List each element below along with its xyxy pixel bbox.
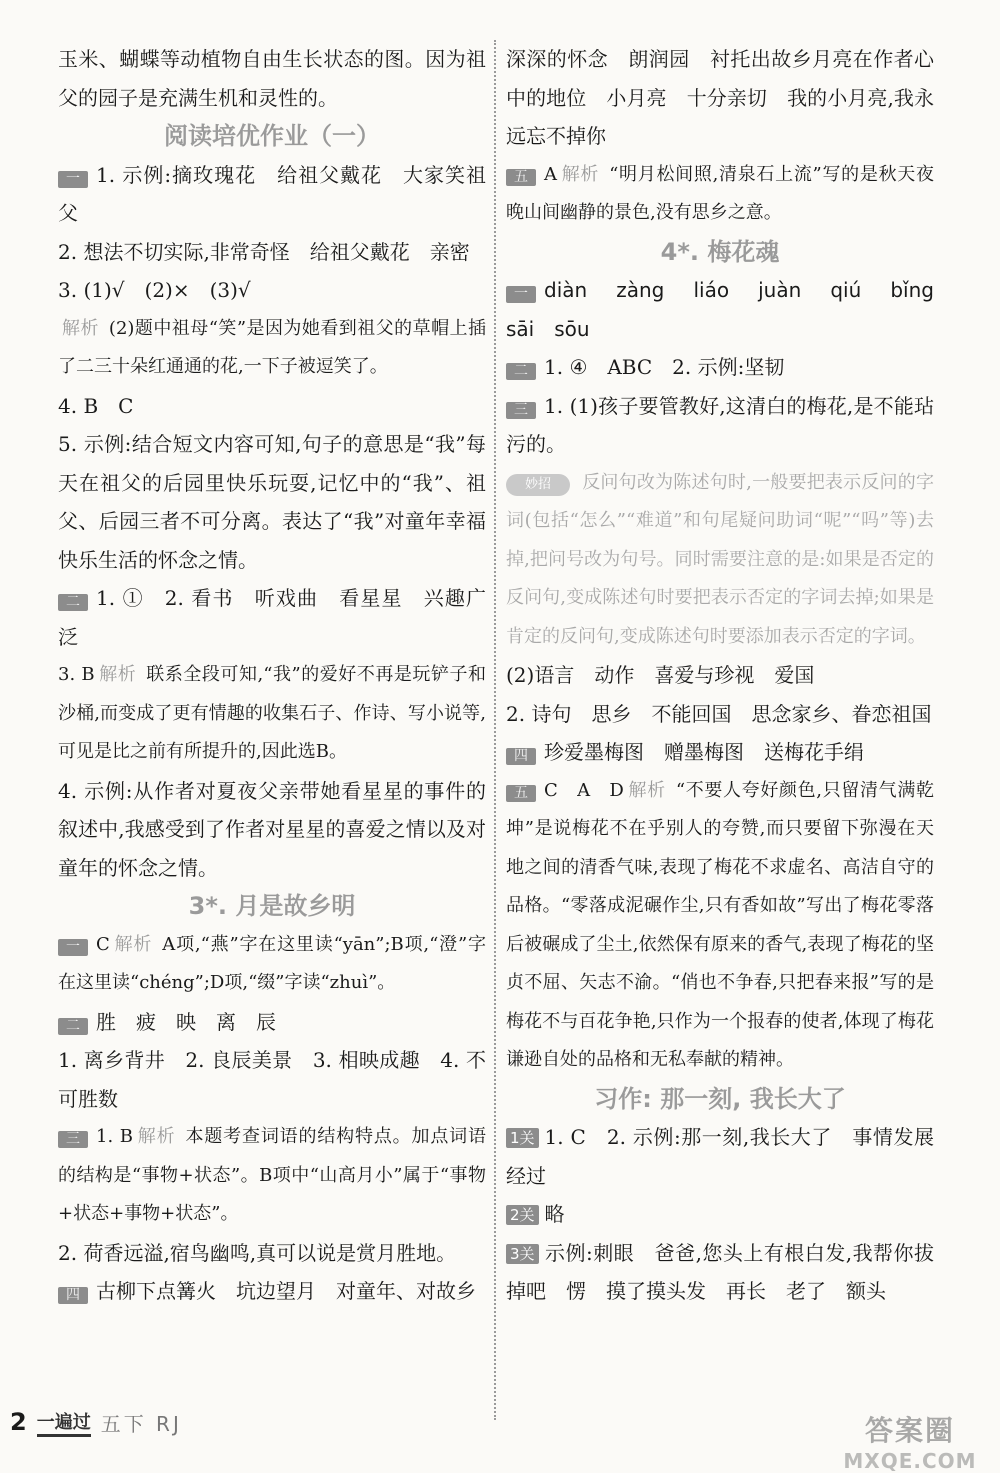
- answer-item: 1关 1. C 2. 示例:那一刻,我长大了 事情发展经过: [506, 1125, 934, 1188]
- answer-item: 5. 示例:结合短文内容可知,句子的意思是“我”每天在祖父的后园里快乐玩耍,记忆中的“我”、祖父、后园三者不可分离。表达了“我”对童年幸福快乐生活的怀念之情。: [58, 432, 486, 572]
- answer-item: 1. 离乡背井 2. 良辰美景 3. 相映成趣 4. 不可胜数: [58, 1048, 486, 1111]
- answer-item: 三 1. (1)孩子要管教好,这清白的梅花,是不能玷污的。: [506, 393, 934, 456]
- answer-item: 深深的怀念 朗润园 衬托出故乡月亮在作者心中的地位 小月亮 十分亲切 我的小月亮,我永远忘不掉你: [506, 47, 934, 148]
- answer-item: 二 1. ① 2. 看书 听戏曲 看星星 兴趣广泛: [58, 586, 486, 649]
- level-badge: 1关: [506, 1128, 539, 1148]
- section-mark-4-icon: 四: [58, 1287, 88, 1304]
- section-mark-2-icon: 二: [58, 1018, 88, 1035]
- brand-logo: 一遍过: [37, 1408, 91, 1437]
- answer-item: 2. 诗句 思乡 不能回国 思念家乡、眷恋祖国: [506, 701, 932, 726]
- answer-item: 一 1. 示例:摘玫瑰花 给祖父戴花 大家笑祖父: [58, 162, 486, 225]
- explanation: 三 1. B 解析 本题考查词语的结构特点。加点词语的结构是“事物+状态”。B项中“山高月小”属于“事物+状态+事物+状态”。: [58, 1126, 487, 1224]
- section-mark-1-icon: 一: [58, 939, 88, 956]
- answer-item: 一 diàn zàng liáo juàn qiú bǐng sāi sōu: [506, 278, 954, 341]
- page-footer: [10, 1407, 182, 1437]
- explanation: 五 C A D 解析 “不要人夸好颜色,只留清气满乾坤”是说梅花不在乎别人的夸赞,而只要留下弥漫在天地之间的清香气味,表现了梅花不求虚名、高洁自守的品格。“零落成泥碾作尘,只有香如故”写出了梅花零落后被碾成了尘土,依然保有原来的香气,表现了梅花的坚贞不屈、矢志不渝。“俏也不争春,只把春来报”写的是梅花不与百花争艳,只作为一个报春的使者,体现了梅花谦逊自处的品格和无私奉献的精神。: [506, 779, 934, 1070]
- watermark-url: MXQE.COM: [843, 1449, 977, 1473]
- section-title: 习作: 那一刻, 我长大了: [594, 1084, 846, 1113]
- answer-item: 四 珍爱墨梅图 赠墨梅图 送梅花手绢: [506, 733, 934, 772]
- answer-item: 2. 荷香远溢,宿鸟幽鸣,真可以说是赏月胜地。: [58, 1240, 457, 1265]
- section-title: 3*. 月是故乡明: [188, 892, 356, 920]
- grade-label: 五下 RJ: [100, 1411, 182, 1436]
- section-title: 4*. 梅花魂: [660, 237, 780, 266]
- answer-item: 4. B C: [58, 393, 134, 418]
- answer-item: 2. 想法不切实际,非常奇怪 给祖父戴花 亲密: [58, 239, 470, 264]
- left-column: [58, 40, 486, 1311]
- section-mark-3-icon: 三: [506, 402, 536, 419]
- level-badge: 3关: [506, 1244, 539, 1264]
- explanation: 一 C 解析 A项,“燕”字在这里读“yān”;B项,“澄”字在这里读“chéng”;D项,“缀”字读“zhuì”。: [58, 933, 486, 993]
- answer-item: 2关 略: [506, 1195, 934, 1234]
- answer-item: 4. 示例:从作者对夏夜父亲带她看星星的事件的叙述中,我感受到了作者对星星的喜爱之情以及对童年的怀念之情。: [58, 778, 486, 880]
- page-number: 2: [10, 1408, 27, 1436]
- section-mark-1-icon: 一: [58, 171, 88, 188]
- right-column: [506, 40, 954, 1311]
- tip-box: 妙招 反问句改为陈述句时,一般要把表示反问的字词(包括“怎么”“难道”和句尾疑问助词“呢”“吗”等)去掉,把问号改为句号。同时需要注意的是:如果是否定的反问句,变成陈述句时要把表示否定的字词去掉;如果是肯定的反问句,变成陈述句时要添加表示否定的字词。: [506, 471, 934, 647]
- column-divider: [494, 40, 496, 1420]
- section-mark-2-icon: 二: [506, 363, 536, 380]
- section-mark-5-icon: 五: [506, 169, 536, 186]
- answer-item: 二 胜 疲 映 离 辰: [58, 1003, 486, 1042]
- answer-item: 四 古柳下点篝火 坑边望月 对童年、对故乡: [58, 1272, 486, 1311]
- section-mark-5-icon: 五: [506, 785, 536, 802]
- explanation: 解析 (2)题中祖母“笑”是因为她看到祖父的草帽上插了二三十朵红通通的花,一下子被逗笑了。: [58, 317, 486, 377]
- answer-item: 二 1. ④ ABC 2. 示例:坚韧: [506, 348, 934, 387]
- explanation: 3. B 解析 联系全段可知,“我”的爱好不再是玩铲子和沙桶,而变成了更有情趣的收集石子、作诗、写小说等,可见是比之前有所提升的,因此选B。: [58, 664, 487, 762]
- text-line: 玉米、蝴蝶等动植物自由生长状态的图。因为祖父的园子是充满生机和灵性的。: [58, 47, 486, 110]
- answer-item: (2)语言 动作 喜爱与珍视 爱国: [506, 663, 815, 687]
- section-mark-3-icon: 三: [58, 1131, 88, 1148]
- answer-item: 3关 示例:刺眼 爸爸,您头上有根白发,我帮你拔掉吧 愣 摸了摸头发 再长 老了 额头: [506, 1240, 934, 1303]
- explanation: 五 A 解析 “明月松间照,清泉石上流”写的是秋天夜晚山间幽静的景色,没有思乡之意。: [506, 163, 934, 223]
- section-title: 阅读培优作业（一）: [164, 122, 380, 150]
- watermark-logo: [830, 1411, 990, 1471]
- tip-bulb-icon: 妙招: [506, 474, 570, 496]
- section-mark-2-icon: 二: [58, 594, 88, 611]
- answer-item: 3. (1)√ (2)× (3)√: [58, 278, 251, 302]
- level-badge: 2关: [506, 1205, 539, 1225]
- section-mark-4-icon: 四: [506, 748, 536, 765]
- watermark-text: 答案圈: [864, 1414, 955, 1447]
- section-mark-1-icon: 一: [506, 286, 536, 303]
